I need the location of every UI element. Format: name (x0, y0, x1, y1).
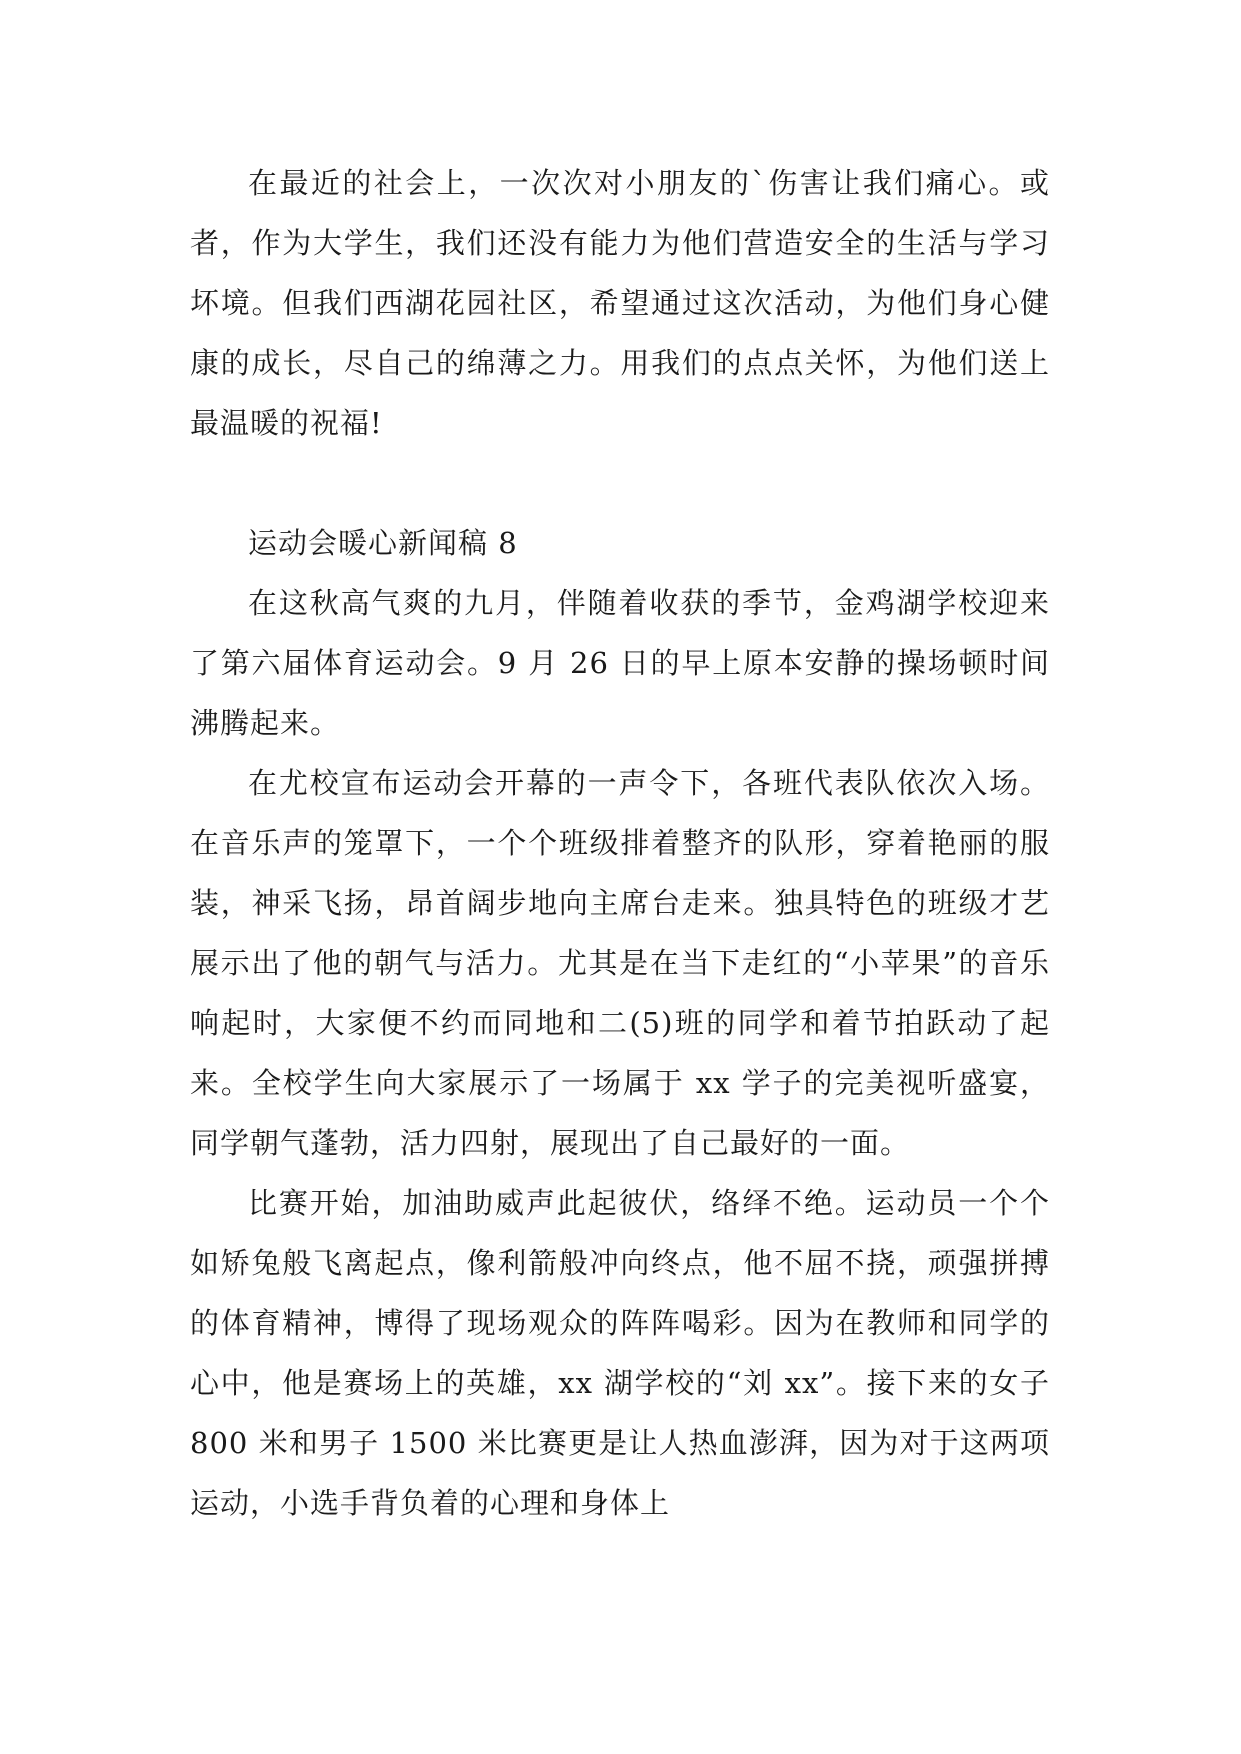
body-paragraph-3: 比赛开始，加油助威声此起彼伏，络绎不绝。运动员一个个如矫兔般飞离起点，像利箭般冲向终点，他不屈不挠，顽强拼搏的体育精神，博得了现场观众的阵阵喝彩。因为在教师和同学的心中，他是赛场上的英雄，xx 湖学校的“刘 xx”。接下来的女子 800 米和男子 1500 米比赛更是让人热血澎湃，因为对于这两项运动，小选手背负着的心理和身体上 (190, 1186, 1050, 1520)
document-body (190, 153, 1050, 1533)
body-paragraph-1: 在这秋高气爽的九月，伴随着收获的季节，金鸡湖学校迎来了第六届体育运动会。9 月 26 日的早上原本安静的操场顿时间沸腾起来。 (190, 586, 1050, 740)
section-title: 运动会暖心新闻稿 8 (248, 526, 518, 560)
intro-paragraph: 在最近的社会上，一次次对小朋友的`伤害让我们痛心。或者，作为大学生，我们还没有能力为他们营造安全的生活与学习坏境。但我们西湖花园社区，希望通过这次活动，为他们身心健康的成长，尽自己的绵薄之力。用我们的点点关怀，为他们送上最温暖的祝福! (190, 166, 1050, 440)
body-paragraph-2: 在尤校宣布运动会开幕的一声令下，各班代表队依次入场。在音乐声的笼罩下，一个个班级排着整齐的队形，穿着艳丽的服装，神采飞扬，昂首阔步地向主席台走来。独具特色的班级才艺展示出了他的朝气与活力。尤其是在当下走红的“小苹果”的音乐响起时，大家便不约而同地和二(5)班的同学和着节拍跃动了起来。全校学生向大家展示了一场属于 xx 学子的完美视听盛宴，同学朝气蓬勃，活力四射，展现出了自己最好的一面。 (190, 766, 1050, 1160)
